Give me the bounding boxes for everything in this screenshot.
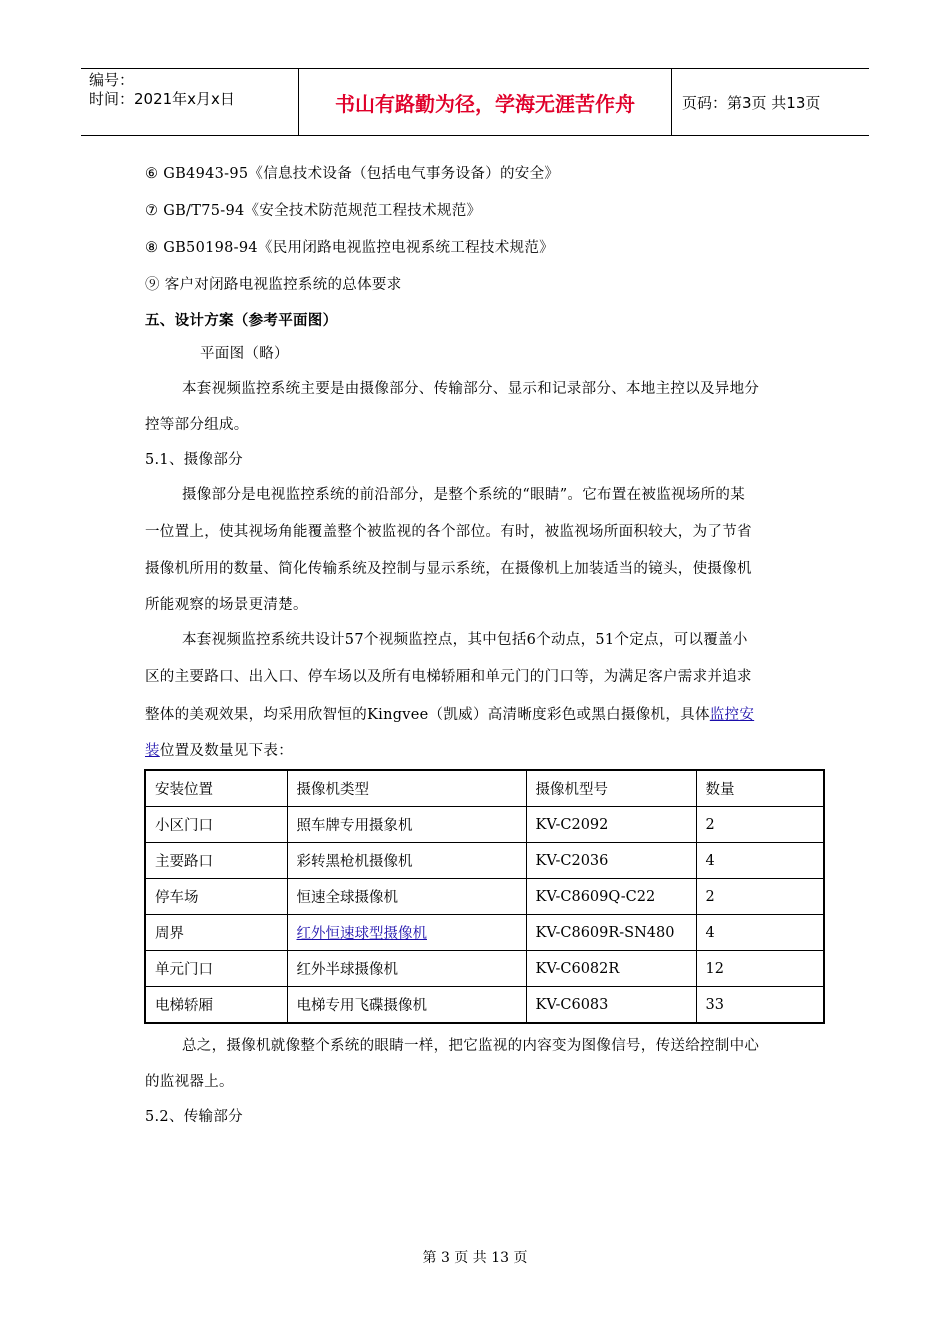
table-row: [145, 807, 824, 843]
page-footer: 第 3 页 共 13 页: [422, 1250, 528, 1266]
time-label: 时间：2021年x月x日: [89, 90, 235, 108]
table-cell: 停车场: [145, 879, 287, 915]
paragraph-line: 摄像部分是电视监控系统的前沿部分，是整个系统的“眼睛”。它布置在被监视场所的某: [182, 487, 746, 503]
monitor-install-link-cont[interactable]: 装: [145, 743, 160, 759]
table-cell: 电梯轿厢: [145, 987, 287, 1024]
standard-item-7: ⑦ GB/T75-94《安全技术防范规范工程技术规范》: [145, 203, 482, 219]
table-header-cell: 数量: [696, 770, 824, 807]
header-motto: 书山有路勤为径，学海无涯苦作舟: [299, 69, 672, 135]
paragraph-line: 控等部分组成。: [145, 417, 249, 433]
paragraph-line: 总之，摄像机就像整个系统的眼睛一样，把它监视的内容变为图像信号，传送给控制中心: [182, 1038, 760, 1054]
paragraph-line: 的监视器上。: [145, 1074, 234, 1090]
table-row: [145, 951, 824, 987]
table-header-cell: 安装位置: [145, 770, 287, 807]
standard-item-8: ⑧ GB50198-94《民用闭路电视监控电视系统工程技术规范》: [145, 240, 554, 256]
table-cell: 彩转黑枪机摄像机: [287, 843, 526, 879]
paragraph-line: 所能观察的场景更清楚。: [145, 597, 308, 613]
plan-note: 平面图（略）: [200, 346, 289, 362]
subsection-heading-5-2: 5.2、传输部分: [145, 1109, 243, 1125]
header-page-label: 页码：第3页 共13页: [682, 93, 821, 112]
subsection-heading-5-1: 5.1、摄像部分: [145, 452, 243, 468]
table-cell: 照车牌专用摄象机: [287, 807, 526, 843]
page-header: [81, 68, 869, 136]
table-cell: KV-C6083: [526, 987, 696, 1024]
table-cell: 单元门口: [145, 951, 287, 987]
paragraph-line: 本套视频监控系统主要是由摄像部分、传输部分、显示和记录部分、本地主控以及异地分: [182, 381, 760, 397]
table-cell: 12: [696, 951, 824, 987]
table-cell: [287, 915, 526, 951]
table-row: [145, 843, 824, 879]
table-cell: 恒速全球摄像机: [287, 879, 526, 915]
table-cell: KV-C2092: [526, 807, 696, 843]
table-cell: 电梯专用飞碟摄像机: [287, 987, 526, 1024]
table-cell: KV-C6082R: [526, 951, 696, 987]
table-row: [145, 987, 824, 1024]
table-cell: KV-C8609Q-C22: [526, 879, 696, 915]
table-cell: 2: [696, 879, 824, 915]
table-header-cell: 摄像机类型: [287, 770, 526, 807]
table-row: [145, 915, 824, 951]
table-cell: 4: [696, 843, 824, 879]
table-header-row: [145, 770, 824, 807]
table-cell: KV-C2036: [526, 843, 696, 879]
paragraph-line: 摄像机所用的数量、简化传输系统及控制与显示系统，在摄像机上加装适当的镜头，使摄像机: [145, 561, 752, 577]
paragraph-line: [145, 739, 293, 760]
table-cell: 33: [696, 987, 824, 1024]
camera-table: [144, 769, 825, 1024]
number-label: 编号：: [89, 71, 135, 89]
table-cell: 主要路口: [145, 843, 287, 879]
standard-item-9: ⑨ 客户对闭路电视监控系统的总体要求: [145, 277, 402, 293]
table-cell: 2: [696, 807, 824, 843]
section-heading-5: 五、设计方案（参考平面图）: [145, 313, 338, 329]
standard-item-6: ⑥ GB4943-95《信息技术设备（包括电气事务设备）的安全》: [145, 166, 560, 182]
table-cell: 周界: [145, 915, 287, 951]
table-header-cell: 摄像机型号: [526, 770, 696, 807]
table-row: [145, 879, 824, 915]
paragraph-line: 一位置上，使其视场角能覆盖整个被监视的各个部位。有时，被监视场所面积较大，为了节省: [145, 524, 752, 540]
table-cell: KV-C8609R-SN480: [526, 915, 696, 951]
paragraph-text: 整体的美观效果，均采用欣智恒的Kingvee（凯威）高清晰度彩色或黑白摄像机，具体: [145, 707, 710, 723]
monitor-install-link[interactable]: 监控安: [709, 707, 755, 723]
paragraph-text: 位置及数量见下表：: [159, 743, 294, 759]
paragraph-line: 区的主要路口、出入口、停车场以及所有电梯轿厢和单元门的门口等，为满足客户需求并追求: [145, 669, 752, 685]
table-cell: 小区门口: [145, 807, 287, 843]
table-cell: 4: [696, 915, 824, 951]
header-meta: [81, 69, 299, 135]
infrared-ptz-camera-link[interactable]: 红外恒速球型摄像机: [296, 926, 427, 942]
table-cell: 红外半球摄像机: [287, 951, 526, 987]
paragraph-line: [145, 703, 754, 724]
paragraph-line: 本套视频监控系统共设计57个视频监控点，其中包括6个动点，51个定点，可以覆盖小: [182, 632, 748, 648]
